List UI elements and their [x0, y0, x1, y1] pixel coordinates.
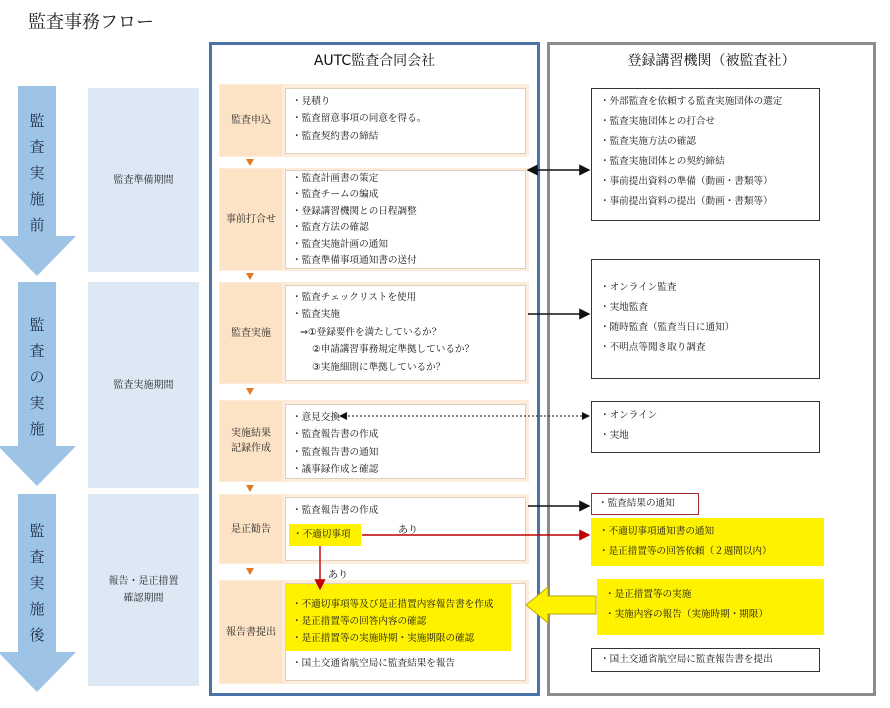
- inadequate-item-highlight: ・不適切事項: [289, 524, 361, 546]
- annotation-ari-2: あり: [328, 570, 348, 581]
- list-item: ・監査実施団体との契約締結: [600, 156, 725, 167]
- list-item: ・監査準備事項通知書の送付: [292, 255, 417, 267]
- step-label-application: 監査申込: [220, 85, 282, 156]
- phase-label-during: 監 査 の 実 施: [29, 316, 45, 438]
- list-item: ・監査報告書の作成: [292, 505, 379, 516]
- list-item: ・不適切事項等及び是正措置内容報告書を作成: [292, 599, 494, 610]
- list-item: ・是正措置等の回答依頼（２週間以内）: [599, 546, 772, 557]
- big-left-arrow: [526, 587, 596, 623]
- list-item: ・実施内容の報告（実施時期・期限）: [605, 609, 769, 620]
- list-item: ・監査留意事項の同意を得る。: [292, 113, 427, 125]
- phase-label-after: 監 査 実 施 後: [29, 522, 45, 644]
- annotation-ari-1: あり: [398, 525, 418, 536]
- list-item: ・監査結果の通知: [598, 498, 675, 509]
- period-execution: 監査実施期間: [88, 282, 199, 488]
- list-item: ⇒①登録要件を満たしているか？: [300, 326, 442, 338]
- list-item: ・監査実施計画の通知: [292, 238, 388, 250]
- auditor-column-title: AUTC監査合同会社: [313, 53, 436, 69]
- list-item: ・是正措置等の実施: [605, 589, 692, 600]
- period-report: 報告・是正措置 確認期間: [88, 494, 199, 686]
- list-item: ・監査契約書の締結: [292, 130, 379, 142]
- list-item: ・監査計画書の策定: [292, 173, 379, 184]
- step-label-report: 報告書提出: [220, 581, 282, 683]
- list-item: ・事前提出資料の提出（動画・書類等）: [600, 196, 773, 207]
- list-item: ・実地監査: [600, 302, 648, 313]
- list-item: ・監査実施団体との打合せ: [600, 116, 716, 127]
- list-item: ・オンライン: [600, 410, 658, 421]
- period-preparation: 監査準備期間: [88, 88, 199, 272]
- list-item: ・国土交通省航空局に監査結果を報告: [292, 658, 456, 669]
- list-item: ・監査報告書の通知: [292, 446, 379, 458]
- list-item: ・実地: [600, 430, 629, 441]
- list-item: ②申請講習事務規定準拠しているか？: [312, 344, 475, 356]
- list-item: ・事前提出資料の準備（動画・書類等）: [600, 176, 773, 187]
- phase-label-before: 監 査 実 施 前: [29, 112, 45, 234]
- list-item: ・議事録作成と確認: [292, 464, 379, 476]
- list-item: ・監査チェックリストを使用: [292, 292, 417, 303]
- list-item: ③実施細則に準拠しているか？: [312, 361, 446, 373]
- list-item: ・随時監査（監査当日に通知）: [600, 322, 735, 333]
- list-item: ・監査実施方法の確認: [600, 136, 696, 147]
- list-item: ・是正措置等の実施時期・実施期限の確認: [292, 633, 475, 644]
- step-label-prep-meeting: 事前打合せ: [220, 169, 282, 270]
- step-label-record: 実施結果 記録作成: [220, 401, 282, 481]
- step-label-correction: 是正勧告: [220, 495, 282, 563]
- list-item: ・見積り: [292, 96, 331, 107]
- list-item: ・不適切事項通知書の通知: [599, 526, 715, 537]
- list-item: ・国土交通省航空局に監査報告書を提出: [600, 654, 773, 665]
- page-title: 監査事務フロー: [28, 12, 154, 33]
- step-label-audit: 監査実施: [220, 283, 282, 383]
- list-item: ・是正措置等の回答内容の確認: [292, 616, 427, 627]
- list-item: ・オンライン監査: [600, 282, 677, 293]
- list-item: ・登録講習機関との日程調整: [292, 205, 417, 217]
- list-item: ・外部監査を依頼する監査実施団体の選定: [600, 96, 783, 107]
- list-item: ・監査実施: [292, 309, 340, 321]
- auditee-column-title: 登録講習機関（被監査社）: [627, 53, 796, 69]
- list-item: ・意見交換: [292, 412, 340, 423]
- list-item: ・監査報告書の作成: [292, 429, 379, 441]
- list-item: ・監査方法の確認: [292, 222, 369, 234]
- list-item: ・不明点等聞き取り調査: [600, 342, 706, 353]
- list-item: ・監査チームの編成: [292, 189, 379, 201]
